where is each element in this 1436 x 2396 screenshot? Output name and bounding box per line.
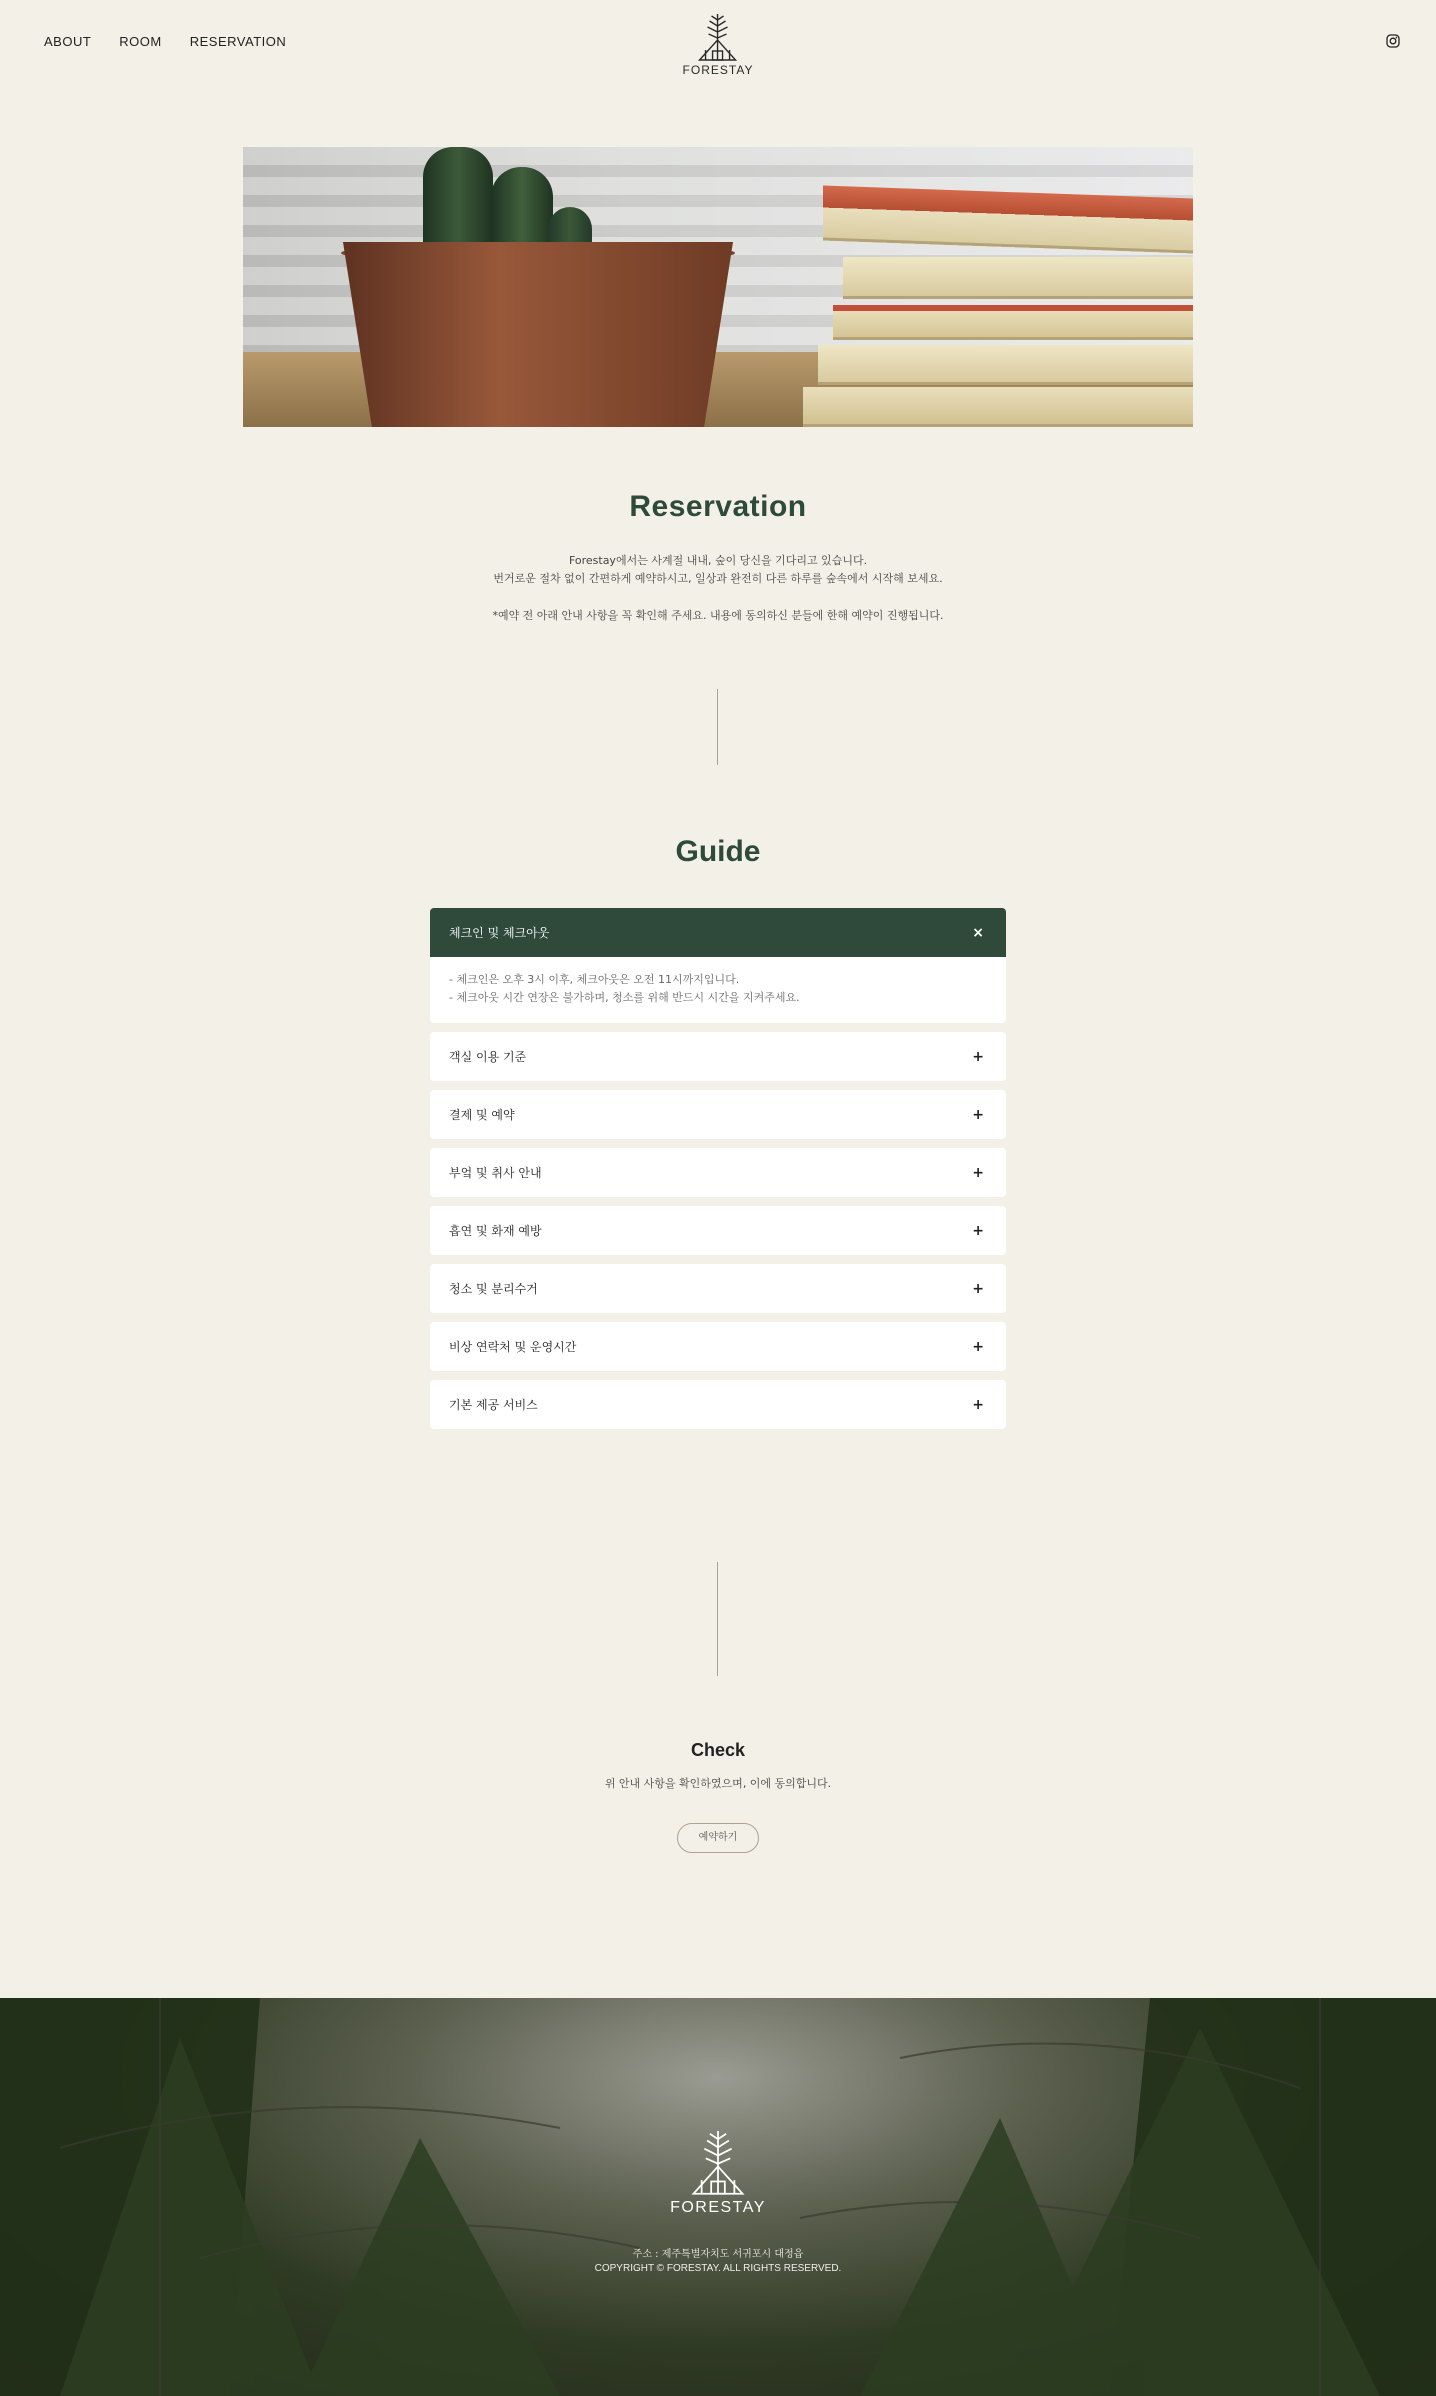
plus-icon[interactable]: + — [972, 1164, 984, 1181]
plus-icon[interactable]: + — [972, 1338, 984, 1355]
logo-text: FORESTAY — [682, 63, 754, 77]
accordion-label: 체크인 및 체크아웃 — [449, 926, 550, 940]
guide-accordion — [430, 908, 1006, 1438]
instagram-link[interactable] — [1386, 33, 1400, 52]
check-description: 위 안내 사항을 확인하였으며, 이에 동의합니다. — [604, 1777, 832, 1790]
accordion-body-line2: - 체크아웃 시간 연장은 불가하며, 청소를 위해 반드시 시간을 지켜주세요. — [449, 991, 800, 1004]
accordion-label: 기본 제공 서비스 — [449, 1398, 538, 1412]
accordion-item-kitchen — [430, 1148, 1006, 1197]
accordion-header[interactable] — [430, 1264, 1006, 1313]
instagram-icon — [1386, 34, 1400, 48]
reservation-desc-line1: Forestay에서는 사계절 내내, 숲이 당신을 기다리고 있습니다. — [568, 554, 868, 567]
accordion-label: 결제 및 예약 — [449, 1108, 515, 1122]
divider-line — [717, 1562, 718, 1676]
footer-logo[interactable] — [0, 2125, 1436, 2217]
plus-icon[interactable]: + — [972, 1048, 984, 1065]
accordion-body — [430, 957, 1006, 1023]
hero-image — [243, 147, 1193, 427]
footer-logo-text: FORESTAY — [670, 2199, 766, 2216]
nav-reservation[interactable]: RESERVATION — [189, 34, 287, 49]
accordion-item-smoking — [430, 1206, 1006, 1255]
accordion-item-room-rules — [430, 1032, 1006, 1081]
plus-icon[interactable]: + — [972, 1280, 984, 1297]
reserve-button[interactable]: 예약하기 — [677, 1823, 759, 1853]
close-icon[interactable]: × — [972, 924, 984, 941]
reservation-description — [0, 552, 1436, 588]
accordion-header[interactable] — [430, 1090, 1006, 1139]
accordion-label: 객실 이용 기준 — [449, 1050, 527, 1064]
accordion-item-emergency — [430, 1322, 1006, 1371]
accordion-header[interactable] — [430, 1032, 1006, 1081]
plus-icon[interactable]: + — [972, 1222, 984, 1239]
accordion-header[interactable] — [430, 1380, 1006, 1429]
accordion-label: 부엌 및 취사 안내 — [449, 1166, 542, 1180]
site-logo[interactable] — [683, 10, 754, 77]
site-header — [0, 0, 1436, 90]
footer-address: 주소 : 제주특별자치도 서귀포시 대정읍 — [632, 2249, 804, 2260]
plant-pot — [343, 242, 733, 427]
reservation-desc-line2: 번거로운 절차 없이 간편하게 예약하시고, 일상과 완전히 다른 하루를 숲속에서 시작해 보세요. — [493, 572, 943, 585]
accordion-body-line1: - 체크인은 오후 3시 이후, 체크아웃은 오전 11시까지입니다. — [449, 973, 740, 986]
reservation-title: Reservation — [629, 490, 807, 523]
main-nav — [44, 34, 286, 49]
accordion-header[interactable] — [430, 1206, 1006, 1255]
accordion-label: 흡연 및 화재 예방 — [449, 1224, 542, 1238]
reservation-note: *예약 전 아래 안내 사항을 꼭 확인해 주세요. 내용에 동의하신 분들에 한해 예약이 진행됩니다. — [492, 609, 944, 622]
divider-line — [717, 689, 718, 765]
nav-about[interactable]: ABOUT — [44, 34, 92, 49]
plus-icon[interactable]: + — [972, 1396, 984, 1413]
check-title: Check — [690, 1740, 746, 1760]
accordion-item-payment — [430, 1090, 1006, 1139]
accordion-item-checkin — [430, 908, 1006, 1023]
footer-copyright: COPYRIGHT © FORESTAY. ALL RIGHTS RESERVED. — [594, 2263, 842, 2274]
guide-title: Guide — [675, 835, 761, 868]
accordion-header[interactable] — [430, 1148, 1006, 1197]
accordion-header[interactable] — [430, 1322, 1006, 1371]
accordion-item-cleaning — [430, 1264, 1006, 1313]
nav-room[interactable]: ROOM — [119, 34, 162, 49]
accordion-header[interactable] — [430, 908, 1006, 957]
accordion-label: 청소 및 분리수거 — [449, 1282, 538, 1296]
accordion-item-services — [430, 1380, 1006, 1429]
tree-house-logo-icon — [696, 10, 740, 62]
accordion-label: 비상 연락처 및 운영시간 — [449, 1340, 577, 1354]
plus-icon[interactable]: + — [972, 1106, 984, 1123]
tree-house-logo-icon — [688, 2125, 748, 2197]
